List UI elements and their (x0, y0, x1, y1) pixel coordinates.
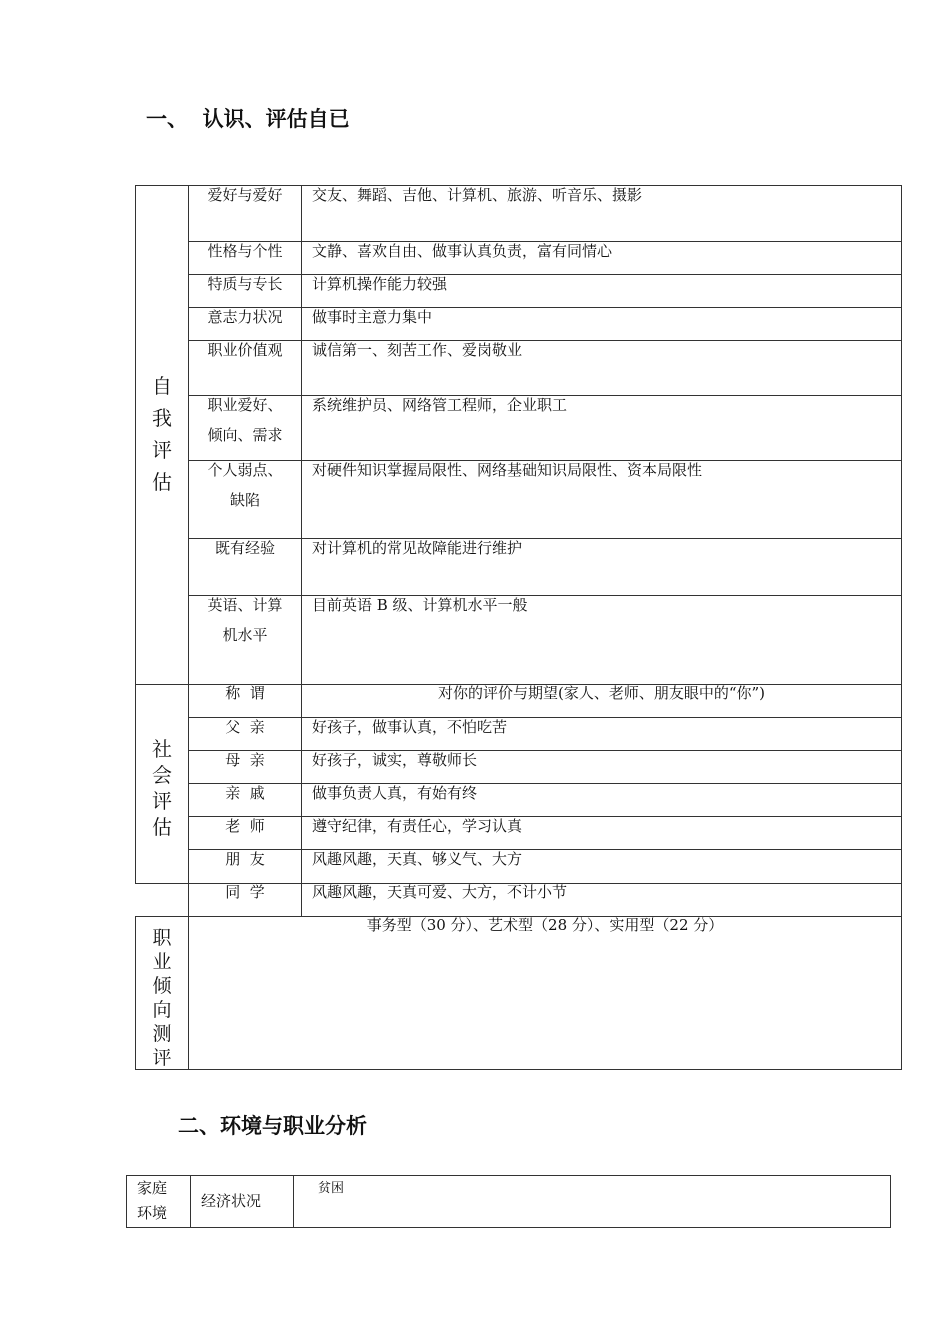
row-label-line2: 倾向、需求 (207, 426, 283, 444)
row-value: 做事负责人真，有始有终 (312, 784, 478, 802)
header-label: 称 谓 (225, 684, 265, 702)
row-label: 经济状况 (201, 1192, 262, 1210)
row-value: 做事时主意力集中 (312, 308, 433, 326)
row-label: 英语、计算 (207, 596, 283, 614)
row-label: 老 师 (225, 817, 265, 835)
row-label-line2: 缺陷 (229, 491, 260, 509)
social-eval-label: 社 会 评 估 (152, 737, 172, 839)
row-label: 个人弱点、 (207, 461, 283, 479)
row-label: 朋 友 (225, 850, 265, 868)
row-label: 母 亲 (225, 751, 265, 769)
row-label: 爱好与爱好 (207, 186, 283, 204)
row-label: 特质与专长 (207, 275, 283, 293)
section2-title: 二、环境与职业分析 (178, 1114, 367, 1138)
row-value: 好孩子，诚实，尊敬师长 (312, 751, 478, 769)
row-label-line2: 机水平 (222, 626, 268, 644)
row-value: 好孩子，做事认真，不怕吃苦 (312, 718, 508, 736)
row-label: 父 亲 (225, 718, 265, 736)
row-value: 交友、舞蹈、吉他、计算机、旅游、听音乐、摄影 (312, 186, 643, 204)
row-value: 诚信第一、刻苦工作、爱岗敬业 (312, 341, 523, 359)
row-value: 计算机操作能力较强 (312, 275, 448, 293)
self-eval-label: 自 我 评 估 (152, 374, 172, 494)
career-test-label: 职 业 倾 向 测 评 (152, 927, 172, 1069)
row-value: 遵守纪律，有责任心，学习认真 (312, 817, 523, 835)
header-value: 对你的评价与期望(家人、老师、朋友眼中的“你”) (437, 684, 766, 702)
row-label: 既有经验 (214, 539, 275, 557)
row-value: 对硬件知识掌握局限性、网络基础知识局限性、资本局限性 (312, 461, 703, 479)
group-label-line1: 家庭 (137, 1179, 168, 1197)
row-value: 文静、喜欢自由、做事认真负责，富有同情心 (312, 242, 613, 260)
row-label: 职业爱好、 (207, 396, 283, 414)
section1-title: 一、 认识、评估自已 (146, 107, 350, 131)
row-label: 性格与个性 (207, 242, 283, 260)
group-label-line2: 环境 (137, 1204, 168, 1222)
row-value: 风趣风趣，天真、够义气、大方 (312, 850, 523, 868)
row-value: 对计算机的常见故障能进行维护 (312, 539, 523, 557)
row-label: 亲 戚 (225, 784, 265, 802)
row-value: 风趣风趣，天真可爱、大方，不计小节 (312, 883, 568, 901)
row-label: 职业价值观 (207, 341, 283, 359)
row-label: 意志力状况 (207, 308, 283, 326)
career-test-value: 事务型（30 分）、艺术型（28 分）、实用型（22 分） (366, 916, 724, 934)
row-value: 目前英语 B 级、计算机水平一般 (312, 596, 528, 614)
row-value: 系统维护员、网络管工程师，企业职工 (312, 396, 568, 414)
row-label: 同 学 (225, 883, 265, 901)
row-value: 贫困 (318, 1181, 345, 1196)
